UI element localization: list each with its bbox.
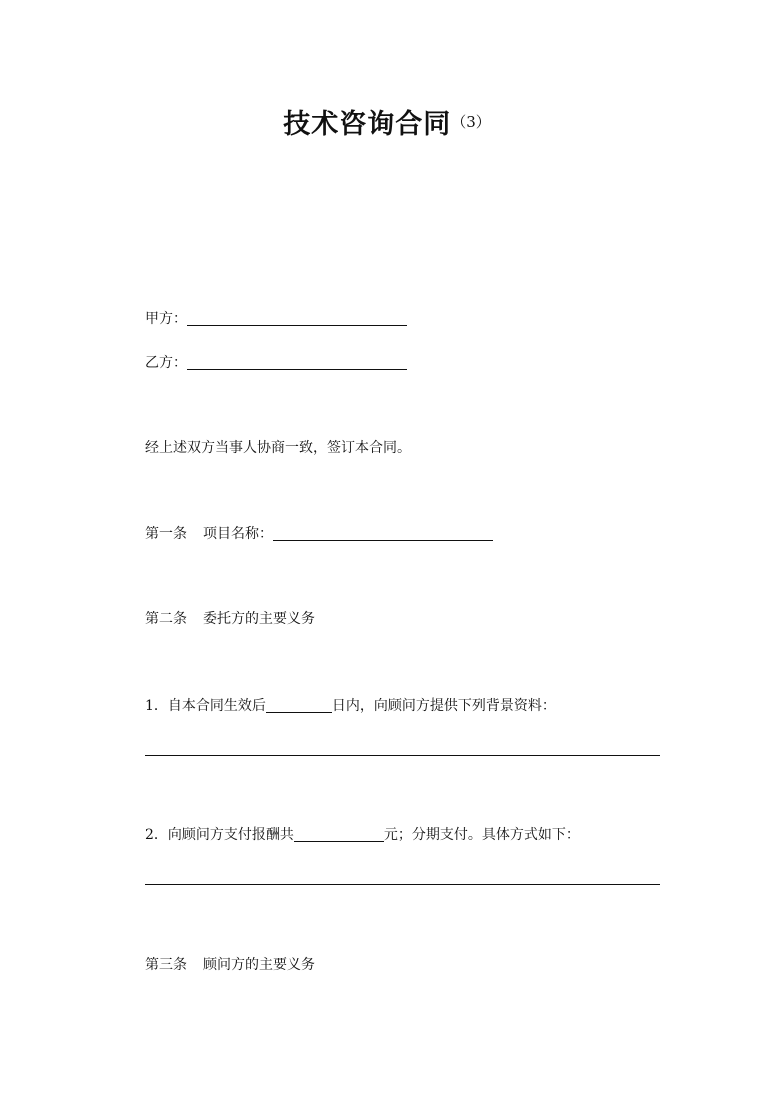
article-3 (145, 955, 315, 975)
party-a-label: 甲方： (145, 311, 187, 327)
party-a-line (145, 309, 407, 329)
item-2 (145, 825, 580, 845)
article-1-text: 项目名称： (203, 526, 273, 542)
intro-paragraph: 经上述双方当事人协商一致，签订本合同。 (145, 440, 411, 456)
item-2-amount-blank[interactable] (294, 827, 384, 842)
item-2-prefix: 2．向顾问方支付报酬共 (145, 827, 294, 843)
payment-method-line[interactable] (145, 884, 660, 885)
article-3-text: 顾问方的主要义务 (203, 957, 315, 973)
document-title (0, 100, 774, 150)
item-1-days-blank[interactable] (266, 698, 332, 713)
article-1 (145, 524, 493, 544)
article-3-label: 第三条 (145, 957, 187, 973)
item-1-prefix: 1．自本合同生效后 (145, 698, 266, 714)
party-b-line (145, 353, 407, 373)
project-name-blank[interactable] (273, 526, 493, 541)
item-1 (145, 696, 556, 716)
article-2-text: 委托方的主要义务 (203, 611, 315, 627)
article-2-label: 第二条 (145, 611, 187, 627)
party-b-blank[interactable] (187, 355, 407, 370)
background-materials-line[interactable] (145, 755, 660, 756)
article-1-label: 第一条 (145, 526, 187, 542)
title-number: （3） (451, 113, 491, 131)
party-b-label: 乙方： (145, 355, 187, 371)
title-main: 技术咨询合同 (283, 109, 452, 140)
article-2 (145, 609, 315, 629)
item-2-suffix: 元；分期支付。具体方式如下： (383, 827, 580, 843)
item-1-suffix: 日内，向顾问方提供下列背景资料： (331, 698, 556, 714)
party-a-blank[interactable] (187, 311, 407, 326)
